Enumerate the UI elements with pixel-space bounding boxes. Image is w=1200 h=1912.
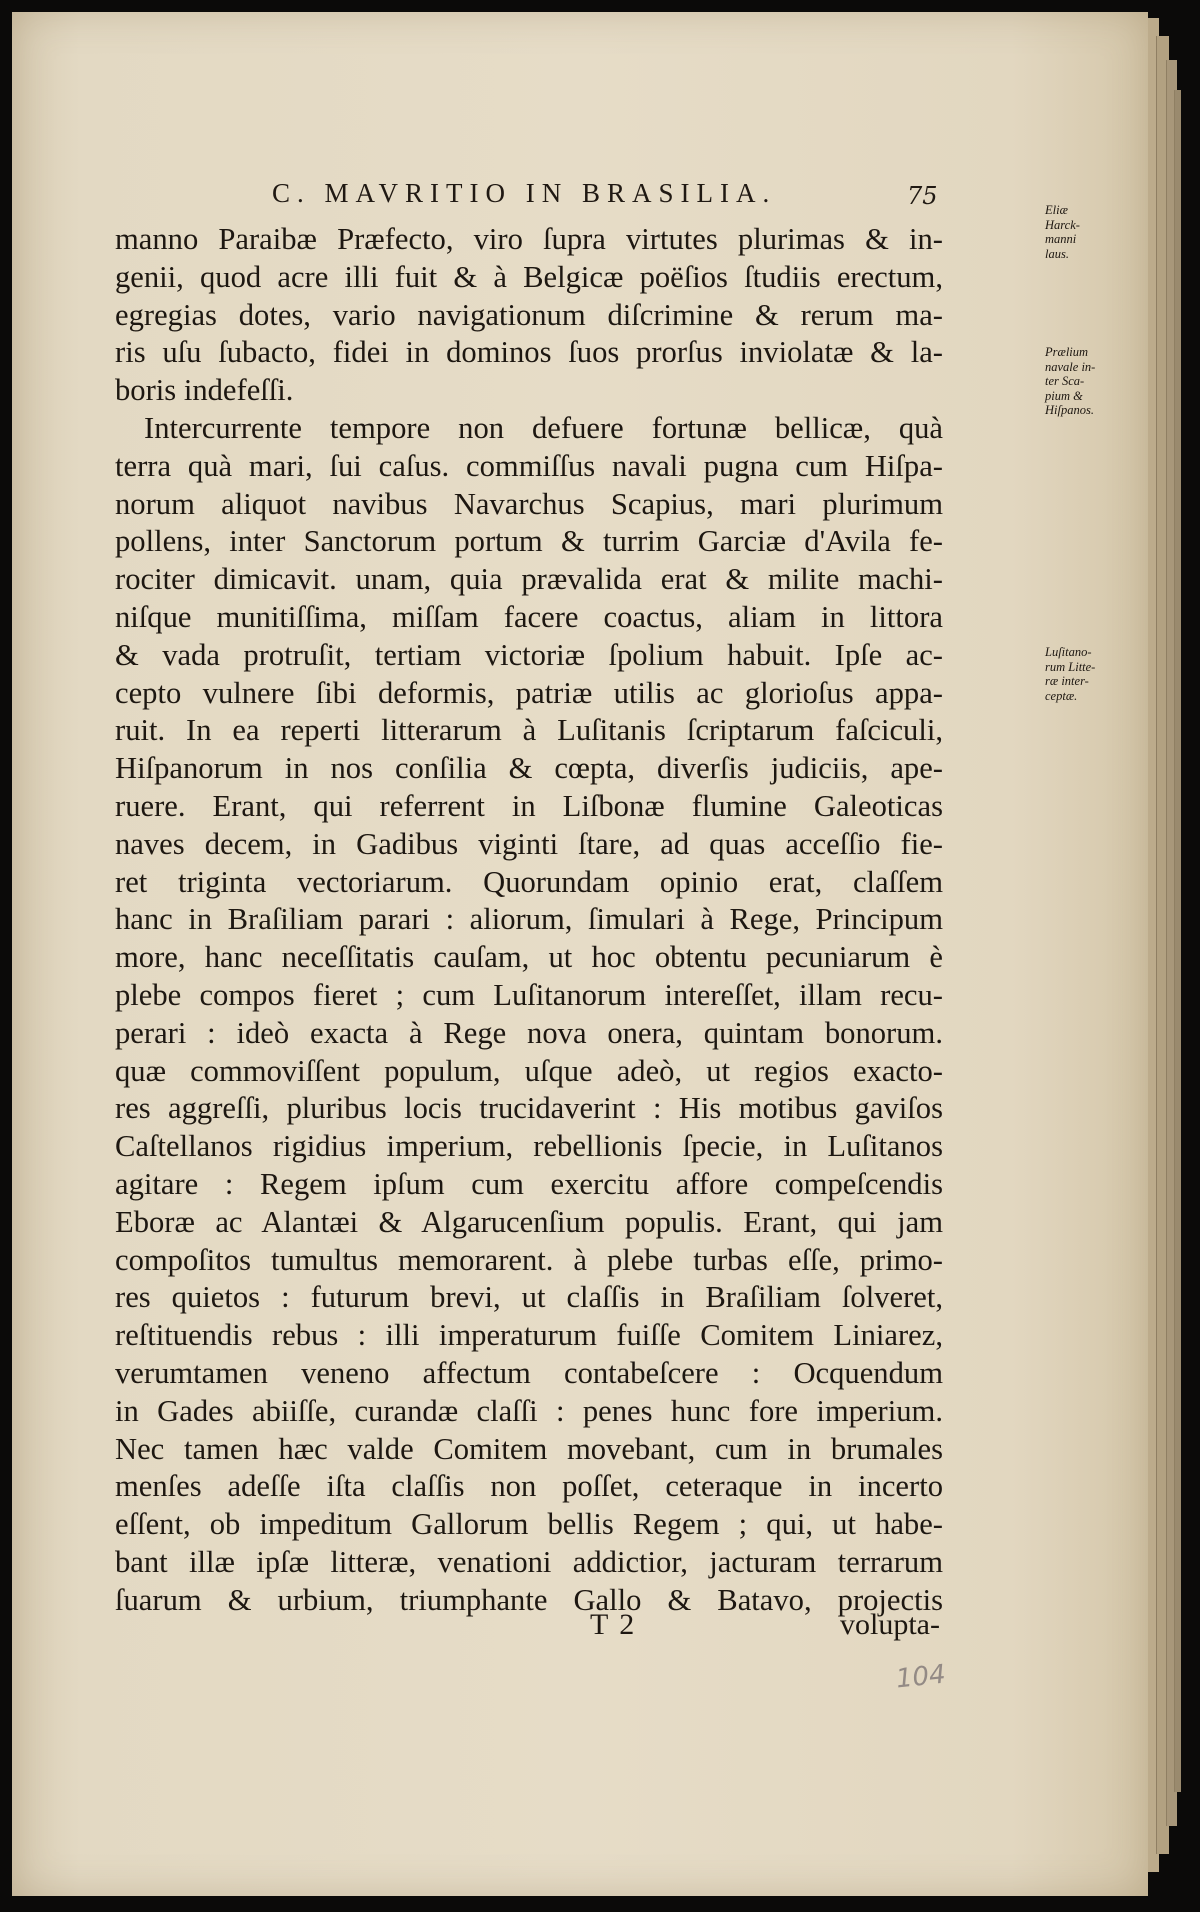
margin-note-line: ter Sca- xyxy=(1045,374,1085,389)
text-line: naves decem, in Gadibus viginti ſtare, ad quas acceſſio fie- xyxy=(115,826,943,861)
page-edge xyxy=(1174,90,1181,1792)
text-line: Eboræ ac Alantæi & Algarucenſium populis. Erant, qui jam xyxy=(115,1204,943,1239)
pencil-annotation: 104 xyxy=(894,1659,948,1695)
text-line: norum aliquot navibus Navarchus Scapius, mari plurimum xyxy=(115,486,943,521)
text-line: cepto vulnere ſibi deformis, patriæ utilis ac glorioſus appa- xyxy=(115,675,943,710)
margin-note-line: navale in- xyxy=(1045,359,1096,374)
text-line: terra quà mari, ſui caſus. commiſſus navali pugna cum Hiſpa- xyxy=(115,448,943,483)
text-line: manno Paraibæ Præfecto, viro ſupra virtutes plurimas & in- xyxy=(115,222,943,256)
text-line: reſtituendis rebus : illi imperaturum fuiſſe Comitem Liniarez, xyxy=(115,1318,943,1353)
text-line: ruit. In ea reperti litterarum à Luſitanis ſcriptarum faſciculi, xyxy=(115,713,943,748)
margin-note-line: rum Litte- xyxy=(1045,659,1096,674)
text-line: compoſitos tumultus memorarent. à plebe turbas eſſe, primo- xyxy=(115,1242,943,1277)
margin-note xyxy=(1045,203,1119,261)
text-line: res aggreſſi, pluribus locis trucidaverint : His motibus gaviſos xyxy=(115,1091,943,1126)
text-line: Intercurrente tempore non defuere fortunæ bellicæ, quà xyxy=(144,410,943,445)
text-line: Hiſpanorum in nos conſilia & cœpta, diverſis judiciis, ape- xyxy=(115,751,943,786)
text-line: Caſtellanos rigidius imperium, rebellionis ſpecie, in Luſitanos xyxy=(115,1129,943,1164)
margin-note xyxy=(1045,345,1119,418)
text-line: more, hanc neceſſitatis cauſam, ut hoc obtentu pecuniarum è xyxy=(115,940,943,975)
text-line: egregias dotes, vario navigationum diſcrimine & rerum ma- xyxy=(115,297,943,332)
text-line: hanc in Braſiliam parari : aliorum, ſimulari à Rege, Principum xyxy=(115,902,943,937)
body-text xyxy=(115,203,1096,1619)
text-line: plebe compos fieret ; cum Luſitanorum intereſſet, illam recu- xyxy=(115,977,943,1012)
text-line: res quietos : futurum brevi, ut claſſis in Braſiliam ſolveret, xyxy=(115,1280,943,1315)
text-line: menſes adeſſe iſta claſſis non poſſet, ceteraque in incerto xyxy=(115,1469,943,1504)
margin-note-line: laus. xyxy=(1045,246,1069,261)
margin-note-line: Harck- xyxy=(1045,217,1080,232)
margin-note xyxy=(1045,645,1119,703)
text-line: & vada protruſit, tertiam victoriæ ſpolium habuit. Ipſe ac- xyxy=(115,637,943,672)
margin-note-line: pium & xyxy=(1045,388,1083,403)
text-line: in Gades abiiſſe, curandæ claſſi : penes hunc fore imperium. xyxy=(115,1393,943,1428)
text-line: genii, quod acre illi fuit & à Belgicæ poëſios ſtudiis erectum, xyxy=(115,259,943,294)
text-line: pollens, inter Sanctorum portum & turrim Garciæ d'Avila fe- xyxy=(115,524,943,559)
margin-note-line: ræ inter- xyxy=(1045,674,1089,689)
text-line: eſſent, ob impeditum Gallorum bellis Regem ; qui, ut habe- xyxy=(115,1507,943,1542)
margin-note-line: manni xyxy=(1045,232,1077,247)
text-line: Nec tamen hæc valde Comitem movebant, cum in brumales xyxy=(115,1431,943,1466)
page-number: 75 xyxy=(907,182,938,210)
catchword: volupta- xyxy=(840,1608,940,1641)
margin-note-line: Luſitano- xyxy=(1045,645,1092,659)
text-line: rociter dimicavit. unam, quia prævalida erat & milite machi- xyxy=(115,562,943,597)
text-line: ris uſu ſubacto, fidei in dominos ſuos prorſus inviolatæ & la- xyxy=(115,335,943,370)
margin-note-line: Eliæ xyxy=(1045,203,1068,217)
text-line: bant illæ ipſæ litteræ, venationi addictior, jacturam terrarum xyxy=(115,1544,943,1579)
margin-note-line: Prælium xyxy=(1045,345,1089,359)
text-line: niſque munitiſſima, miſſam facere coactus, aliam in littora xyxy=(115,599,943,634)
margin-note-line: Hiſpanos. xyxy=(1045,403,1094,418)
margin-note-line: ceptæ. xyxy=(1045,688,1078,703)
text-line: perari : ideò exacta à Rege nova onera, quintam bonorum. xyxy=(115,1015,943,1050)
running-head-title: C. MAVRITIO IN BRASILIA. xyxy=(272,178,777,208)
text-line: boris indefeſſi. xyxy=(115,373,294,408)
running-head xyxy=(12,178,1148,218)
text-line: verumtamen veneno affectum contabeſcere : Ocquendum xyxy=(115,1355,943,1390)
text-line: ſuarum & urbium, triumphante Gallo & Batavo, projectis xyxy=(115,1582,943,1617)
text-line: ruere. Erant, qui referrent in Liſbonæ flumine Galeoticas xyxy=(115,788,943,823)
book-page xyxy=(12,12,1148,1896)
signature-mark: T 2 xyxy=(590,1608,637,1641)
text-line: agitare : Regem ipſum cum exercitu affore compeſcendis xyxy=(115,1166,943,1201)
text-line: quæ commoviſſent populum, uſque adeò, ut regios exacto- xyxy=(115,1053,943,1088)
text-line: ret triginta vectoriarum. Quorundam opinio erat, claſſem xyxy=(115,864,943,899)
